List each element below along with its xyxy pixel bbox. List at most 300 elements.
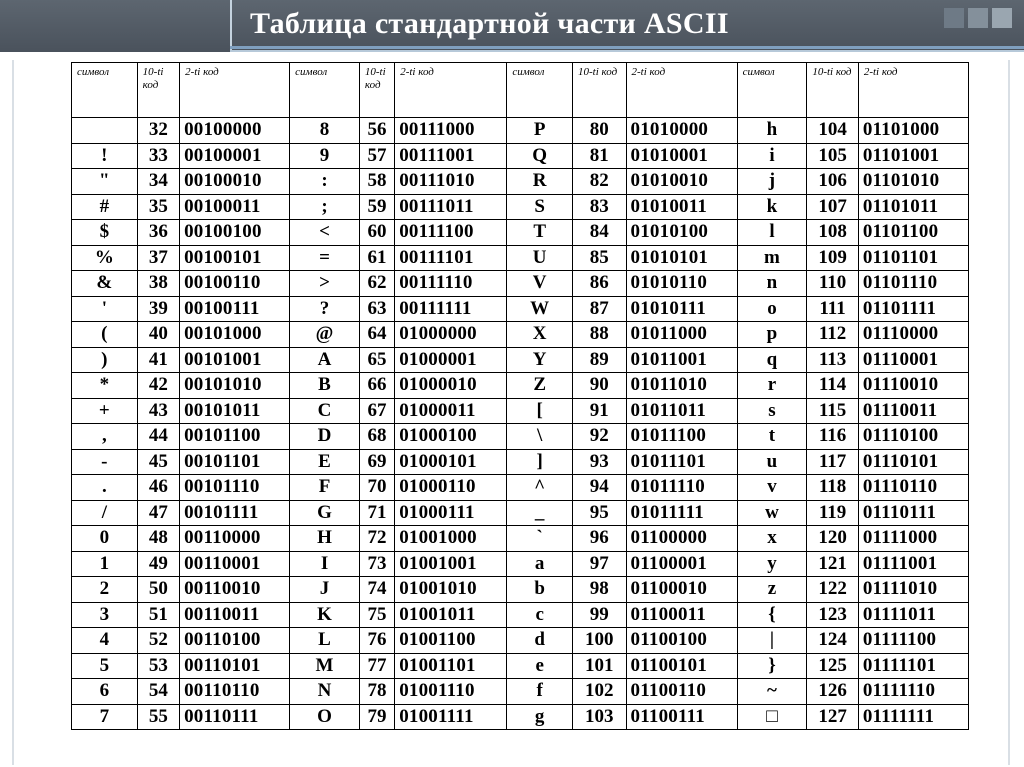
binary-cell: 01100100 bbox=[626, 628, 737, 654]
decimal-cell: 115 bbox=[807, 398, 859, 424]
symbol-cell: / bbox=[72, 500, 138, 526]
table-row bbox=[72, 653, 969, 679]
decimal-cell: 56 bbox=[359, 118, 394, 144]
binary-cell: 01000010 bbox=[395, 373, 507, 399]
table-row bbox=[72, 143, 969, 169]
decimal-cell: 44 bbox=[137, 424, 179, 450]
symbol-cell: - bbox=[72, 449, 138, 475]
symbol-cell: u bbox=[737, 449, 807, 475]
table-row bbox=[72, 194, 969, 220]
symbol-cell: B bbox=[290, 373, 360, 399]
table-row bbox=[72, 449, 969, 475]
binary-cell: 00101101 bbox=[180, 449, 290, 475]
decimal-cell: 110 bbox=[807, 271, 859, 297]
binary-cell: 01010101 bbox=[626, 245, 737, 271]
symbol-cell: c bbox=[507, 602, 573, 628]
symbol-cell: q bbox=[737, 347, 807, 373]
table-row bbox=[72, 500, 969, 526]
decimal-cell: 93 bbox=[572, 449, 626, 475]
symbol-cell: ) bbox=[72, 347, 138, 373]
symbol-cell: F bbox=[290, 475, 360, 501]
symbol-cell: < bbox=[290, 220, 360, 246]
binary-cell: 00110010 bbox=[180, 577, 290, 603]
symbol-cell: o bbox=[737, 296, 807, 322]
binary-cell: 01100011 bbox=[626, 602, 737, 628]
symbol-cell: U bbox=[507, 245, 573, 271]
decimal-cell: 112 bbox=[807, 322, 859, 348]
binary-cell: 00101000 bbox=[180, 322, 290, 348]
binary-cell: 01101010 bbox=[858, 169, 968, 195]
decimal-cell: 119 bbox=[807, 500, 859, 526]
decorative-square bbox=[992, 8, 1012, 28]
decimal-cell: 124 bbox=[807, 628, 859, 654]
symbol-cell: X bbox=[507, 322, 573, 348]
binary-cell: 01100110 bbox=[626, 679, 737, 705]
binary-cell: 01100111 bbox=[626, 704, 737, 730]
table-row bbox=[72, 220, 969, 246]
binary-cell: 01010010 bbox=[626, 169, 737, 195]
binary-cell: 00100110 bbox=[180, 271, 290, 297]
decimal-cell: 47 bbox=[137, 500, 179, 526]
symbol-cell: 6 bbox=[72, 679, 138, 705]
binary-cell: 01101001 bbox=[858, 143, 968, 169]
decimal-cell: 95 bbox=[572, 500, 626, 526]
decimal-cell: 102 bbox=[572, 679, 626, 705]
decimal-cell: 63 bbox=[359, 296, 394, 322]
binary-cell: 01110011 bbox=[858, 398, 968, 424]
symbol-cell: j bbox=[737, 169, 807, 195]
symbol-cell: ( bbox=[72, 322, 138, 348]
decimal-cell: 49 bbox=[137, 551, 179, 577]
symbol-cell: s bbox=[737, 398, 807, 424]
header-symbol: символ bbox=[290, 63, 360, 118]
decimal-cell: 103 bbox=[572, 704, 626, 730]
decimal-cell: 116 bbox=[807, 424, 859, 450]
binary-cell: 01000110 bbox=[395, 475, 507, 501]
decimal-cell: 51 bbox=[137, 602, 179, 628]
binary-cell: 00101100 bbox=[180, 424, 290, 450]
decimal-cell: 38 bbox=[137, 271, 179, 297]
symbol-cell: ? bbox=[290, 296, 360, 322]
decimal-cell: 120 bbox=[807, 526, 859, 552]
binary-cell: 00110000 bbox=[180, 526, 290, 552]
slide-border-left bbox=[12, 60, 14, 765]
symbol-cell: [ bbox=[507, 398, 573, 424]
decimal-cell: 72 bbox=[359, 526, 394, 552]
decimal-cell: 123 bbox=[807, 602, 859, 628]
binary-cell: 01110110 bbox=[858, 475, 968, 501]
symbol-cell: I bbox=[290, 551, 360, 577]
decimal-cell: 65 bbox=[359, 347, 394, 373]
decimal-cell: 106 bbox=[807, 169, 859, 195]
symbol-cell: E bbox=[290, 449, 360, 475]
symbol-cell: | bbox=[737, 628, 807, 654]
symbol-cell: _ bbox=[507, 500, 573, 526]
binary-cell: 00101010 bbox=[180, 373, 290, 399]
header-decimal-code: 10-ti код bbox=[572, 63, 626, 118]
symbol-cell: 7 bbox=[72, 704, 138, 730]
table-row bbox=[72, 296, 969, 322]
symbol-cell: T bbox=[507, 220, 573, 246]
binary-cell: 01010110 bbox=[626, 271, 737, 297]
decimal-cell: 34 bbox=[137, 169, 179, 195]
binary-cell: 01001110 bbox=[395, 679, 507, 705]
symbol-cell: W bbox=[507, 296, 573, 322]
decimal-cell: 92 bbox=[572, 424, 626, 450]
symbol-cell: * bbox=[72, 373, 138, 399]
decimal-cell: 50 bbox=[137, 577, 179, 603]
binary-cell: 00100010 bbox=[180, 169, 290, 195]
symbol-cell: P bbox=[507, 118, 573, 144]
symbol-cell: g bbox=[507, 704, 573, 730]
symbol-cell: S bbox=[507, 194, 573, 220]
symbol-cell: N bbox=[290, 679, 360, 705]
header-binary-code: 2-ti код bbox=[626, 63, 737, 118]
binary-cell: 00110001 bbox=[180, 551, 290, 577]
binary-cell: 01110010 bbox=[858, 373, 968, 399]
decimal-cell: 40 bbox=[137, 322, 179, 348]
binary-cell: 01111110 bbox=[858, 679, 968, 705]
binary-cell: 01101101 bbox=[858, 245, 968, 271]
symbol-cell: Z bbox=[507, 373, 573, 399]
symbol-cell: J bbox=[290, 577, 360, 603]
symbol-cell: A bbox=[290, 347, 360, 373]
symbol-cell: { bbox=[737, 602, 807, 628]
symbol-cell: ~ bbox=[737, 679, 807, 705]
table-row bbox=[72, 169, 969, 195]
symbol-cell: C bbox=[290, 398, 360, 424]
table-row bbox=[72, 551, 969, 577]
symbol-cell: G bbox=[290, 500, 360, 526]
decimal-cell: 69 bbox=[359, 449, 394, 475]
symbol-cell: ` bbox=[507, 526, 573, 552]
binary-cell: 01111111 bbox=[858, 704, 968, 730]
decorative-square bbox=[968, 8, 988, 28]
symbol-cell: : bbox=[290, 169, 360, 195]
symbol-cell: O bbox=[290, 704, 360, 730]
symbol-cell: Y bbox=[507, 347, 573, 373]
binary-cell: 00100011 bbox=[180, 194, 290, 220]
symbol-cell: % bbox=[72, 245, 138, 271]
binary-cell: 00100001 bbox=[180, 143, 290, 169]
decimal-cell: 91 bbox=[572, 398, 626, 424]
decimal-cell: 74 bbox=[359, 577, 394, 603]
binary-cell: 00111110 bbox=[395, 271, 507, 297]
decimal-cell: 45 bbox=[137, 449, 179, 475]
symbol-cell: = bbox=[290, 245, 360, 271]
decimal-cell: 98 bbox=[572, 577, 626, 603]
decimal-cell: 83 bbox=[572, 194, 626, 220]
symbol-cell: " bbox=[72, 169, 138, 195]
decimal-cell: 64 bbox=[359, 322, 394, 348]
table-row bbox=[72, 424, 969, 450]
decimal-cell: 55 bbox=[137, 704, 179, 730]
binary-cell: 01001001 bbox=[395, 551, 507, 577]
decimal-cell: 53 bbox=[137, 653, 179, 679]
decimal-cell: 36 bbox=[137, 220, 179, 246]
binary-cell: 01110111 bbox=[858, 500, 968, 526]
title-accent-line-light bbox=[230, 50, 1024, 52]
binary-cell: 01000011 bbox=[395, 398, 507, 424]
binary-cell: 01000100 bbox=[395, 424, 507, 450]
symbol-cell: y bbox=[737, 551, 807, 577]
decorative-square bbox=[944, 8, 964, 28]
binary-cell: 01011001 bbox=[626, 347, 737, 373]
symbol-cell: n bbox=[737, 271, 807, 297]
binary-cell: 01101110 bbox=[858, 271, 968, 297]
table-row bbox=[72, 704, 969, 730]
symbol-cell bbox=[72, 118, 138, 144]
decimal-cell: 89 bbox=[572, 347, 626, 373]
symbol-cell: V bbox=[507, 271, 573, 297]
binary-cell: 01011101 bbox=[626, 449, 737, 475]
symbol-cell: 1 bbox=[72, 551, 138, 577]
table-row bbox=[72, 577, 969, 603]
symbol-cell: 2 bbox=[72, 577, 138, 603]
decimal-cell: 97 bbox=[572, 551, 626, 577]
decimal-cell: 121 bbox=[807, 551, 859, 577]
binary-cell: 00110100 bbox=[180, 628, 290, 654]
binary-cell: 01111101 bbox=[858, 653, 968, 679]
decimal-cell: 71 bbox=[359, 500, 394, 526]
table-row bbox=[72, 322, 969, 348]
decimal-cell: 66 bbox=[359, 373, 394, 399]
binary-cell: 00111111 bbox=[395, 296, 507, 322]
binary-cell: 00101001 bbox=[180, 347, 290, 373]
binary-cell: 01000001 bbox=[395, 347, 507, 373]
slide-border-right bbox=[1008, 60, 1010, 765]
decimal-cell: 82 bbox=[572, 169, 626, 195]
symbol-cell: z bbox=[737, 577, 807, 603]
symbol-cell: H bbox=[290, 526, 360, 552]
symbol-cell: ! bbox=[72, 143, 138, 169]
decimal-cell: 99 bbox=[572, 602, 626, 628]
symbol-cell: h bbox=[737, 118, 807, 144]
table-row bbox=[72, 628, 969, 654]
binary-cell: 01010011 bbox=[626, 194, 737, 220]
binary-cell: 01001011 bbox=[395, 602, 507, 628]
symbol-cell: x bbox=[737, 526, 807, 552]
binary-cell: 01011110 bbox=[626, 475, 737, 501]
table-row bbox=[72, 347, 969, 373]
symbol-cell: ; bbox=[290, 194, 360, 220]
binary-cell: 01011011 bbox=[626, 398, 737, 424]
table-body bbox=[72, 118, 969, 730]
binary-cell: 01100001 bbox=[626, 551, 737, 577]
binary-cell: 01111100 bbox=[858, 628, 968, 654]
symbol-cell: \ bbox=[507, 424, 573, 450]
binary-cell: 00111011 bbox=[395, 194, 507, 220]
title-accent-line bbox=[230, 46, 1024, 49]
binary-cell: 01100000 bbox=[626, 526, 737, 552]
decimal-cell: 57 bbox=[359, 143, 394, 169]
decimal-cell: 68 bbox=[359, 424, 394, 450]
decimal-cell: 94 bbox=[572, 475, 626, 501]
binary-cell: 00100000 bbox=[180, 118, 290, 144]
symbol-cell: Q bbox=[507, 143, 573, 169]
symbol-cell: $ bbox=[72, 220, 138, 246]
symbol-cell: 5 bbox=[72, 653, 138, 679]
binary-cell: 01110001 bbox=[858, 347, 968, 373]
symbol-cell: K bbox=[290, 602, 360, 628]
table-header-row bbox=[72, 63, 969, 118]
decimal-cell: 33 bbox=[137, 143, 179, 169]
decimal-cell: 67 bbox=[359, 398, 394, 424]
decimal-cell: 60 bbox=[359, 220, 394, 246]
binary-cell: 00110011 bbox=[180, 602, 290, 628]
decimal-cell: 81 bbox=[572, 143, 626, 169]
decimal-cell: 70 bbox=[359, 475, 394, 501]
symbol-cell: 8 bbox=[290, 118, 360, 144]
binary-cell: 01110000 bbox=[858, 322, 968, 348]
symbol-cell: k bbox=[737, 194, 807, 220]
table-row bbox=[72, 679, 969, 705]
header-decimal-code: 10-ti код bbox=[807, 63, 859, 118]
binary-cell: 00110101 bbox=[180, 653, 290, 679]
binary-cell: 00111101 bbox=[395, 245, 507, 271]
binary-cell: 01101100 bbox=[858, 220, 968, 246]
binary-cell: 00100100 bbox=[180, 220, 290, 246]
binary-cell: 00111100 bbox=[395, 220, 507, 246]
decimal-cell: 96 bbox=[572, 526, 626, 552]
binary-cell: 01111001 bbox=[858, 551, 968, 577]
symbol-cell: e bbox=[507, 653, 573, 679]
decimal-cell: 127 bbox=[807, 704, 859, 730]
binary-cell: 01110100 bbox=[858, 424, 968, 450]
decimal-cell: 126 bbox=[807, 679, 859, 705]
binary-cell: 01110101 bbox=[858, 449, 968, 475]
decimal-cell: 41 bbox=[137, 347, 179, 373]
binary-cell: 00111010 bbox=[395, 169, 507, 195]
decimal-cell: 104 bbox=[807, 118, 859, 144]
symbol-cell: b bbox=[507, 577, 573, 603]
symbol-cell: 0 bbox=[72, 526, 138, 552]
decimal-cell: 113 bbox=[807, 347, 859, 373]
symbol-cell: D bbox=[290, 424, 360, 450]
binary-cell: 01011010 bbox=[626, 373, 737, 399]
symbol-cell: 9 bbox=[290, 143, 360, 169]
header-symbol: символ bbox=[72, 63, 138, 118]
decimal-cell: 117 bbox=[807, 449, 859, 475]
header-symbol: символ bbox=[737, 63, 807, 118]
symbol-cell: a bbox=[507, 551, 573, 577]
decimal-cell: 35 bbox=[137, 194, 179, 220]
binary-cell: 00111000 bbox=[395, 118, 507, 144]
symbol-cell: t bbox=[737, 424, 807, 450]
symbol-cell: R bbox=[507, 169, 573, 195]
binary-cell: 01001101 bbox=[395, 653, 507, 679]
symbol-cell: d bbox=[507, 628, 573, 654]
decimal-cell: 86 bbox=[572, 271, 626, 297]
binary-cell: 01001010 bbox=[395, 577, 507, 603]
symbol-cell: + bbox=[72, 398, 138, 424]
symbol-cell: . bbox=[72, 475, 138, 501]
decimal-cell: 37 bbox=[137, 245, 179, 271]
table-row bbox=[72, 271, 969, 297]
table-row bbox=[72, 245, 969, 271]
binary-cell: 01011000 bbox=[626, 322, 737, 348]
title-accent-vertical bbox=[230, 0, 232, 52]
decimal-cell: 118 bbox=[807, 475, 859, 501]
table-row bbox=[72, 475, 969, 501]
binary-cell: 01010001 bbox=[626, 143, 737, 169]
binary-cell: 01111011 bbox=[858, 602, 968, 628]
decimal-cell: 48 bbox=[137, 526, 179, 552]
symbol-cell: > bbox=[290, 271, 360, 297]
binary-cell: 00101011 bbox=[180, 398, 290, 424]
binary-cell: 01111010 bbox=[858, 577, 968, 603]
decimal-cell: 58 bbox=[359, 169, 394, 195]
binary-cell: 01011111 bbox=[626, 500, 737, 526]
symbol-cell: w bbox=[737, 500, 807, 526]
decimal-cell: 76 bbox=[359, 628, 394, 654]
header-symbol: символ bbox=[507, 63, 573, 118]
decimal-cell: 42 bbox=[137, 373, 179, 399]
symbol-cell: ^ bbox=[507, 475, 573, 501]
decimal-cell: 73 bbox=[359, 551, 394, 577]
symbol-cell: & bbox=[72, 271, 138, 297]
symbol-cell: 3 bbox=[72, 602, 138, 628]
binary-cell: 01010000 bbox=[626, 118, 737, 144]
page-title: Таблица стандартной части ASCII bbox=[250, 7, 729, 40]
decimal-cell: 54 bbox=[137, 679, 179, 705]
symbol-cell: @ bbox=[290, 322, 360, 348]
decimal-cell: 111 bbox=[807, 296, 859, 322]
binary-cell: 01101011 bbox=[858, 194, 968, 220]
binary-cell: 00111001 bbox=[395, 143, 507, 169]
symbol-cell: l bbox=[737, 220, 807, 246]
binary-cell: 01000111 bbox=[395, 500, 507, 526]
symbol-cell: L bbox=[290, 628, 360, 654]
ascii-table bbox=[71, 62, 969, 730]
decimal-cell: 87 bbox=[572, 296, 626, 322]
table-row bbox=[72, 526, 969, 552]
symbol-cell: 4 bbox=[72, 628, 138, 654]
binary-cell: 01001100 bbox=[395, 628, 507, 654]
decimal-cell: 39 bbox=[137, 296, 179, 322]
decimal-cell: 90 bbox=[572, 373, 626, 399]
decimal-cell: 77 bbox=[359, 653, 394, 679]
decimal-cell: 109 bbox=[807, 245, 859, 271]
decimal-cell: 114 bbox=[807, 373, 859, 399]
binary-cell: 01010111 bbox=[626, 296, 737, 322]
decimal-cell: 59 bbox=[359, 194, 394, 220]
binary-cell: 01100101 bbox=[626, 653, 737, 679]
symbol-cell: M bbox=[290, 653, 360, 679]
binary-cell: 01000101 bbox=[395, 449, 507, 475]
binary-cell: 00110111 bbox=[180, 704, 290, 730]
decimal-cell: 43 bbox=[137, 398, 179, 424]
decimal-cell: 75 bbox=[359, 602, 394, 628]
decimal-cell: 100 bbox=[572, 628, 626, 654]
decimal-cell: 125 bbox=[807, 653, 859, 679]
symbol-cell: ' bbox=[72, 296, 138, 322]
decimal-cell: 85 bbox=[572, 245, 626, 271]
binary-cell: 01101111 bbox=[858, 296, 968, 322]
decimal-cell: 62 bbox=[359, 271, 394, 297]
decimal-cell: 122 bbox=[807, 577, 859, 603]
binary-cell: 01111000 bbox=[858, 526, 968, 552]
decimal-cell: 88 bbox=[572, 322, 626, 348]
symbol-cell: p bbox=[737, 322, 807, 348]
decimal-cell: 84 bbox=[572, 220, 626, 246]
binary-cell: 01001000 bbox=[395, 526, 507, 552]
symbol-cell: } bbox=[737, 653, 807, 679]
decimal-cell: 107 bbox=[807, 194, 859, 220]
decimal-cell: 52 bbox=[137, 628, 179, 654]
decimal-cell: 105 bbox=[807, 143, 859, 169]
header-binary-code: 2-ti код bbox=[395, 63, 507, 118]
